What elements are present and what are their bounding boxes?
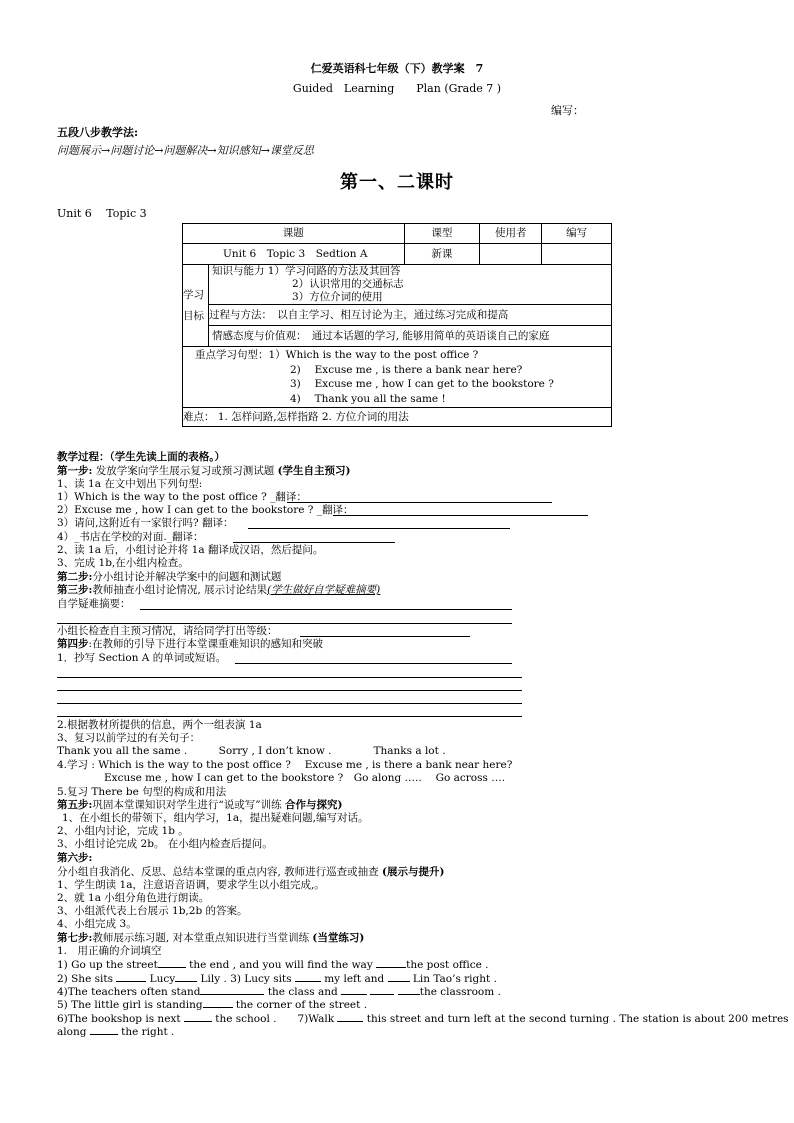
blank[interactable] bbox=[184, 1012, 212, 1022]
attitude-cell: 情感态度与价值观： 通过本话题的学习, 能够用简单的英语谈自己的家庭 bbox=[208, 326, 611, 347]
blank[interactable] bbox=[116, 972, 146, 982]
exercise-3-text: 4)The teachers often stand bbox=[57, 986, 201, 998]
step4-text: :在教师的引导下进行本堂课重难知识的感知和突破 bbox=[88, 638, 324, 650]
s6-1: 1、学生朗读 1a，注意语音语调，要求学生以小组完成,。 bbox=[57, 879, 325, 891]
step3-tag: (学生做好自学疑难摘要) bbox=[267, 584, 381, 596]
s1-7: 3、完成 1b,在小组内检查。 bbox=[57, 557, 189, 569]
s1-5: 4）_书店在学校的对面._翻译： bbox=[57, 531, 204, 543]
step7 bbox=[57, 932, 364, 945]
step3-text: 教师抽查小组讨论情况, 展示讨论结果 bbox=[92, 584, 268, 596]
editor-label: 编写： bbox=[551, 104, 584, 117]
step1-text: 发放学案向学生展示复习或预习测试题 bbox=[92, 465, 278, 477]
step1-label: 第一步: bbox=[57, 465, 93, 477]
exercise-2-text: Lucy bbox=[146, 973, 176, 985]
step1 bbox=[57, 465, 351, 478]
key-4: 4) Thank you all the same ! bbox=[290, 392, 446, 405]
header-user: 使用者 bbox=[480, 224, 542, 244]
answer-line[interactable] bbox=[57, 703, 522, 704]
exercise-1 bbox=[57, 958, 489, 972]
s4-4: Thank you all the same . Sorry , I don’t know . Thanks a lot . bbox=[57, 745, 446, 757]
answer-line[interactable] bbox=[333, 515, 588, 516]
goal-label-2: 目标 bbox=[183, 309, 204, 322]
exercise-5-text: 6)The bookshop is next bbox=[57, 1013, 184, 1025]
blank[interactable] bbox=[398, 985, 420, 995]
exercise-5-text: this street and turn left at the second turning . The station is about 200 metres bbox=[363, 1013, 789, 1025]
difficulty-cell: 难点： 1. 怎样问路,怎样指路 2. 方位介词的用法 bbox=[183, 408, 612, 427]
blank[interactable] bbox=[376, 958, 406, 968]
answer-line[interactable] bbox=[235, 663, 512, 664]
answer-line[interactable] bbox=[300, 636, 470, 637]
s1-1: 1、读 1a 在文中划出下列句型: bbox=[57, 478, 203, 490]
s1-2: 1）Which is the way to the post office ? _翻译： bbox=[57, 491, 307, 503]
header-editor: 编写 bbox=[542, 224, 612, 244]
exercise-3-text: the classroom . bbox=[419, 986, 501, 998]
s4-7: 5.复习 There be 句型的构成和用法 bbox=[57, 786, 227, 798]
method-heading: 五段八步教学法: bbox=[57, 126, 139, 139]
answer-line[interactable] bbox=[57, 716, 522, 717]
blank[interactable] bbox=[203, 998, 233, 1008]
s3-2: 小组长检查自主预习情况，请给同学打出等级： bbox=[57, 625, 278, 637]
blank[interactable] bbox=[370, 985, 394, 995]
blank[interactable] bbox=[341, 985, 367, 995]
exercise-5 bbox=[57, 1012, 789, 1026]
step4 bbox=[57, 638, 323, 651]
doc-subtitle: Guided Learning Plan (Grade 7 ) bbox=[292, 82, 502, 95]
exercise-1-text: the post office . bbox=[406, 959, 489, 971]
key-sentences-cell bbox=[183, 347, 612, 408]
s1-4: 3）请问,这附近有一家银行吗? 翻译： bbox=[57, 517, 234, 529]
answer-line[interactable] bbox=[57, 690, 522, 691]
blank[interactable] bbox=[175, 972, 197, 982]
cell-editor bbox=[542, 244, 612, 265]
goal-label bbox=[183, 265, 209, 347]
s4-2: 2.根据教材所提供的信息，两个一组表演 1a bbox=[57, 719, 262, 731]
step6-tag: (展示与提升) bbox=[382, 866, 445, 878]
exercise-6 bbox=[57, 1025, 174, 1039]
blank[interactable] bbox=[337, 1012, 363, 1022]
s5-3: 3、小组讨论完成 2b。 在小组内检查后提问。 bbox=[57, 838, 273, 850]
s4-6: Excuse me , how I can get to the bookstore ? Go along ….. Go across …. bbox=[104, 772, 506, 784]
cell-user bbox=[480, 244, 542, 265]
goal-label-1: 学习 bbox=[183, 288, 204, 301]
header-topic: 课题 bbox=[183, 224, 405, 244]
exercise-6-text: along bbox=[57, 1026, 90, 1038]
s1-6: 2、读 1a 后，小组讨论并将 1a 翻译成汉语，然后提问。 bbox=[57, 544, 324, 556]
s5-1: 1、在小组长的带领下，组内学习，1a，提出疑难问题,编写对话。 bbox=[62, 812, 369, 824]
answer-line[interactable] bbox=[57, 677, 522, 678]
step2-text: 分小组讨论并解决学案中的问题和测试题 bbox=[92, 571, 282, 583]
exercise-3 bbox=[57, 985, 501, 999]
exercise-1-text: the end , and you will find the way bbox=[185, 959, 377, 971]
cell-type: 新课 bbox=[404, 244, 480, 265]
step5-tag: 合作与探究) bbox=[284, 799, 343, 811]
exercise-2-text: 2) She sits bbox=[57, 973, 117, 985]
s7-0: 1. 用正确的介词填空 bbox=[57, 945, 162, 957]
s6-0 bbox=[57, 866, 444, 879]
answer-line[interactable] bbox=[233, 542, 395, 543]
exercise-2 bbox=[57, 972, 497, 986]
s6-0-text: 分小组自我消化、反思、总结本堂课的重点内容, 教师进行巡查或抽查 bbox=[57, 866, 383, 878]
doc-title: 仁爱英语科七年级（下）教学案 7 bbox=[310, 62, 484, 75]
s4-3: 3、复习以前学过的有关句子： bbox=[57, 732, 201, 744]
step7-label: 第七步: bbox=[57, 932, 93, 944]
step7-text: 教师展示练习题, 对本堂重点知识进行当堂训练 bbox=[92, 932, 313, 944]
step3-label: 第三步: bbox=[57, 584, 93, 596]
exercise-2-text: Lin Tao’s right . bbox=[409, 973, 497, 985]
answer-line[interactable] bbox=[140, 609, 512, 610]
process-cell: 过程与方法： 以自主学习、相互讨论为主，通过练习完成和提高 bbox=[208, 305, 611, 326]
answer-line[interactable] bbox=[287, 502, 552, 503]
blank[interactable] bbox=[158, 958, 186, 968]
method-flow: 问题展示→问题讨论→问题解决→知识感知→课堂反思 bbox=[57, 144, 314, 157]
exercise-3-text: the class and bbox=[264, 986, 342, 998]
step2-label: 第二步: bbox=[57, 571, 93, 583]
lesson-plan-table bbox=[182, 223, 612, 427]
s5-2: 2、小组内讨论，完成 1b 。 bbox=[57, 825, 189, 837]
exercise-5-text: the school . 7)Walk bbox=[211, 1013, 338, 1025]
answer-line[interactable] bbox=[57, 623, 512, 624]
answer-line[interactable] bbox=[248, 528, 510, 529]
step5-label: 第五步: bbox=[57, 799, 93, 811]
key-2: 2) Excuse me , is there a bank near here? bbox=[290, 363, 523, 376]
step5-text: 巩固本堂课知识对学生进行“说或写”训练 bbox=[92, 799, 285, 811]
blank[interactable] bbox=[200, 985, 264, 995]
s6-3: 3、小组派代表上台展示 1b,2b 的答案。 bbox=[57, 905, 248, 917]
s4-1: 1．抄写 Section A 的单词或短语。 bbox=[57, 652, 227, 664]
exercise-4-text: the corner of the street . bbox=[232, 999, 368, 1011]
knowledge-1: 知识与能力 1）学习问路的方法及其回答 bbox=[211, 265, 401, 277]
exercise-4 bbox=[57, 998, 367, 1012]
knowledge-3: 3）方位介词的使用 bbox=[291, 291, 383, 303]
s4-5: 4.学习 : Which is the way to the post office ? Excuse me , is there a bank near here? bbox=[57, 759, 513, 771]
s1-3: 2）Excuse me , how I can get to the bookstore ? _翻译： bbox=[57, 504, 354, 516]
step6-label: 第六步: bbox=[57, 852, 93, 864]
key-1: 重点学习句型：1）Which is the way to the post office ? bbox=[195, 349, 479, 361]
s6-2: 2、就 1a 小组分角色进行朗读。 bbox=[57, 892, 210, 904]
blank[interactable] bbox=[388, 972, 410, 982]
exercise-2-text: Lily . 3) Lucy sits bbox=[197, 973, 295, 985]
cell-topic: Unit 6 Topic 3 Sedtion A bbox=[183, 244, 405, 265]
step3 bbox=[57, 584, 380, 597]
exercise-1-text: 1) Go up the street bbox=[57, 959, 158, 971]
step2 bbox=[57, 571, 281, 584]
unit-topic: Unit 6 Topic 3 bbox=[57, 207, 147, 220]
s3-1: 自学疑难摘要： bbox=[57, 598, 131, 610]
exercise-4-text: 5) The little girl is standing bbox=[57, 999, 203, 1011]
blank[interactable] bbox=[90, 1025, 118, 1035]
step1-tag: (学生自主预习) bbox=[277, 465, 351, 477]
process-heading: 教学过程：（学生先读上面的表格。） bbox=[57, 451, 225, 463]
exercise-6-text: the right . bbox=[117, 1026, 175, 1038]
step4-label: 第四步 bbox=[57, 638, 89, 650]
s6-4: 4、小组完成 3。 bbox=[57, 918, 137, 930]
key-3: 3) Excuse me , how I can get to the bookstore ? bbox=[290, 378, 554, 390]
step5 bbox=[57, 799, 342, 812]
header-type: 课型 bbox=[404, 224, 480, 244]
exercise-2-text: my left and bbox=[320, 973, 388, 985]
blank[interactable] bbox=[295, 972, 321, 982]
knowledge-2: 2）认识常用的交通标志 bbox=[291, 278, 404, 290]
knowledge-cell bbox=[208, 265, 611, 305]
lesson-title: 第一、二课时 bbox=[340, 172, 454, 193]
step7-tag: (当堂练习) bbox=[312, 932, 365, 944]
